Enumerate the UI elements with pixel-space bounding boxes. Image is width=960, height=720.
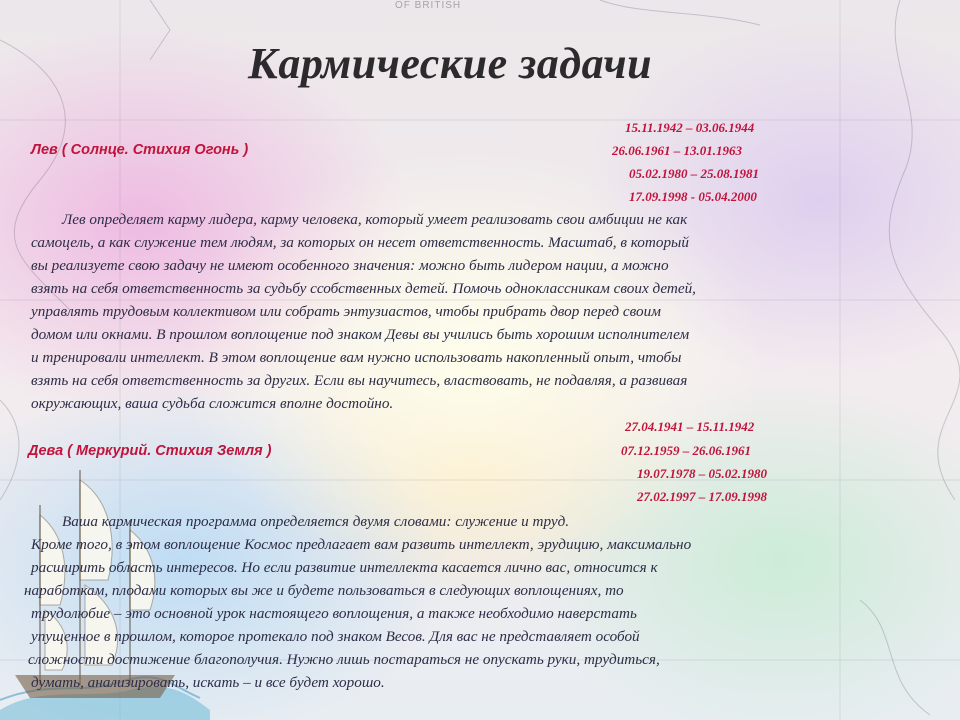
paragraph-line: Лев определяет карму лидера, карму человека, который умеет реализовать свои амбиции не как xyxy=(62,211,688,228)
virgo-sign-label: Дева ( Меркурий. Стихия Земля ) xyxy=(28,443,272,459)
paragraph-line: трудолюбие – это основной урок настоящего воплощения, а также необходимо наверстать xyxy=(31,605,637,622)
paragraph-line: упущенное в прошлом, которое протекало под знаком Весов. Для вас не представляет особой xyxy=(31,628,640,645)
paragraph-line: управлять трудовым коллективом или собрать энтузиастов, чтобы прибрать двор перед своим xyxy=(31,303,661,320)
paragraph-line: и тренировали интеллект. В этом воплощение вам нужно использовать накопленный опыт, чтобы xyxy=(31,349,682,366)
virgo-date-1: 27.04.1941 – 15.11.1942 xyxy=(625,419,755,434)
leo-date-1: 15.11.1942 – 03.06.1944 xyxy=(625,120,755,135)
leo-date-2: 26.06.1961 – 13.01.1963 xyxy=(612,143,742,158)
paragraph-line: Кроме того, в этом воплощение Космос предлагает вам развить интеллект, эрудицию, максимально xyxy=(31,536,692,553)
paragraph-line: расширить область интересов. Но если развитие интеллекта касается лично вас, относится к xyxy=(31,559,658,576)
paragraph-line: вы реализуете свою задачу не имеют особенного значения: можно быть лидером нации, а можно xyxy=(31,257,669,274)
leo-date-4: 17.09.1998 - 05.04.2000 xyxy=(629,189,757,204)
virgo-date-4: 27.02.1997 – 17.09.1998 xyxy=(637,489,767,504)
leo-sign-label: Лев ( Солнце. Стихия Огонь ) xyxy=(31,142,249,158)
paragraph-line: взять на себя ответственность за других. Если вы научитесь, властвовать, не подавляя, а развивая xyxy=(31,372,688,389)
virgo-date-2: 07.12.1959 – 26.06.1961 xyxy=(621,443,751,458)
paragraph-line: домом или окнами. В прошлом воплощение под знаком Девы вы учились быть хорошим исполнителем xyxy=(31,326,690,343)
paragraph-line: окружающих, ваша судьба сложится вполне достойно. xyxy=(31,395,394,412)
virgo-date-3: 19.07.1978 – 05.02.1980 xyxy=(637,466,767,481)
paragraph-line: сложности достижение благополучия. Нужно лишь постараться не опускать руки, трудиться, xyxy=(28,651,660,668)
map-label: OF BRITISH xyxy=(395,0,462,11)
paragraph-line: Ваша кармическая программа определяется двумя словами: служение и труд. xyxy=(62,513,570,530)
page-title: Кармические задачи xyxy=(248,39,653,88)
paragraph-line: самоцель, а как служение тем людям, за которых он несет ответственность. Масштаб, в который xyxy=(31,234,689,251)
paragraph-line: думать, анализировать, искать – и все будет хорошо. xyxy=(31,674,385,691)
paragraph-line: взять на себя ответственность за судьбу ссобственных детей. Помочь одноклассникам своих детей, xyxy=(31,280,696,297)
paragraph-line: наработкам, плодами которых вы же и будете пользоваться в следующих воплощениях, то xyxy=(24,582,624,599)
leo-date-3: 05.02.1980 – 25.08.1981 xyxy=(629,166,759,181)
